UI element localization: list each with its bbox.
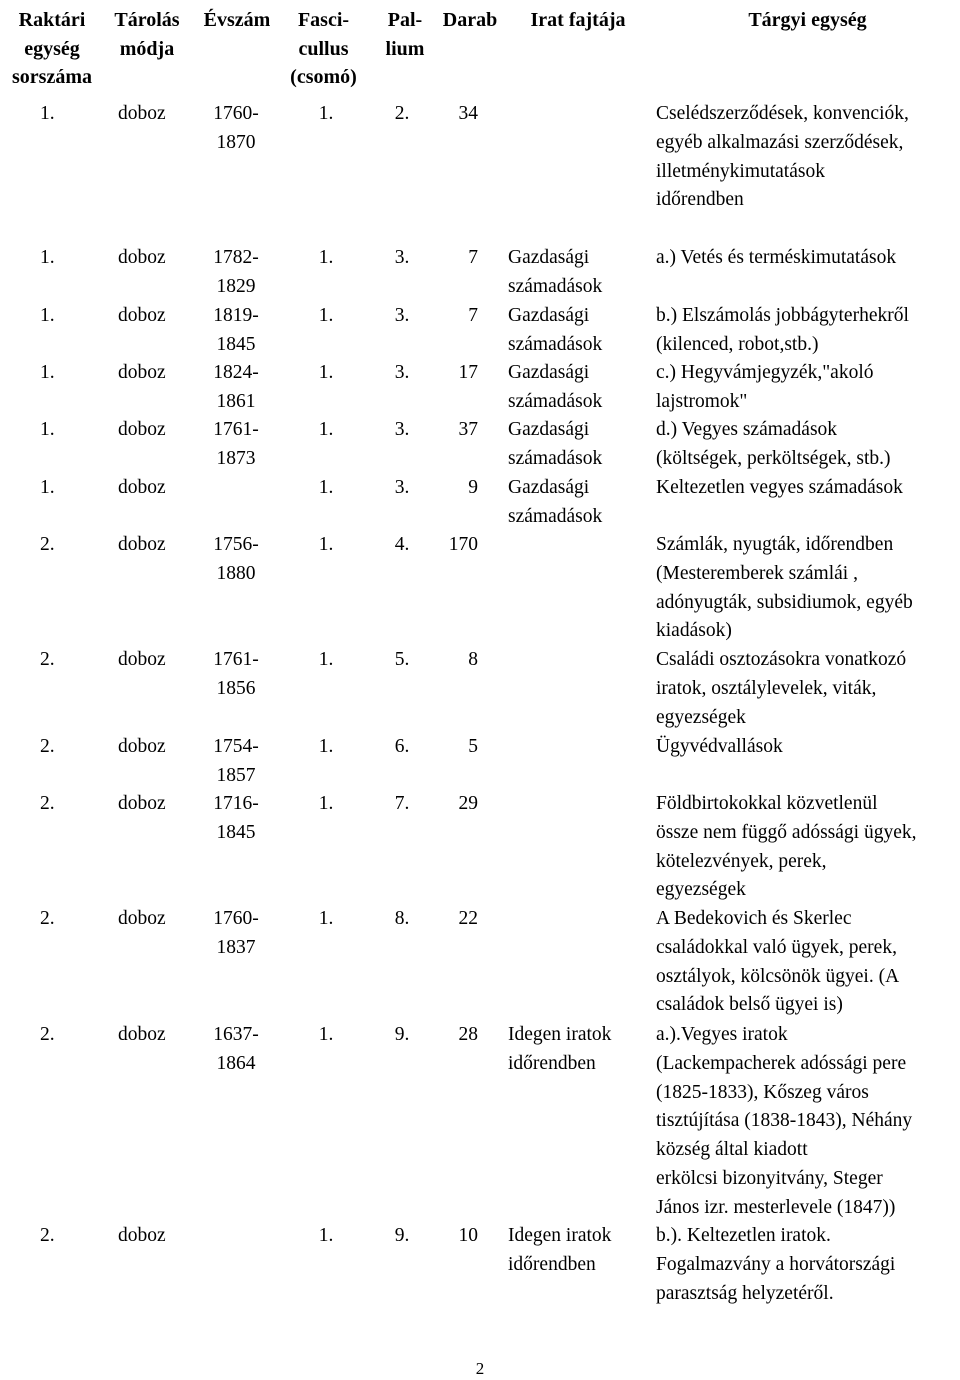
- cell-fasciculus: 1.: [318, 793, 334, 814]
- cell-darab: 5: [468, 736, 478, 757]
- cell-tarolas: doboz: [118, 362, 166, 383]
- cell-raktari: 1.: [40, 419, 55, 440]
- cell-fasciculus: 1.: [318, 247, 334, 268]
- header-raktari-egyseg-sorszama: Raktári egység sorszáma: [12, 9, 92, 88]
- cell-fasciculus: 1.: [318, 908, 334, 929]
- cell-evszam: 1756- 1880: [213, 534, 259, 584]
- cell-raktari: 2.: [40, 736, 55, 757]
- cell-targyi-egyseg: A Bedekovich és Skerlec családokkal való ügyek, perek, osztályok, kölcsönök ügyei. (A családok belső ügyei is): [656, 908, 900, 1016]
- cell-tarolas: doboz: [118, 793, 166, 814]
- cell-evszam: 1819- 1845: [213, 305, 259, 355]
- cell-darab: 29: [458, 793, 478, 814]
- cell-darab: 17: [458, 362, 478, 383]
- cell-irat-fajtaja: Gazdasági számadások: [508, 419, 603, 469]
- cell-pallium: 6.: [394, 736, 410, 757]
- cell-pallium: 2.: [394, 103, 410, 124]
- cell-raktari: 2.: [40, 649, 55, 670]
- cell-tarolas: doboz: [118, 305, 166, 326]
- cell-evszam: 1782- 1829: [213, 247, 259, 297]
- cell-fasciculus: 1.: [318, 362, 334, 383]
- cell-darab: 34: [458, 103, 478, 124]
- cell-evszam: 1754- 1857: [213, 736, 259, 786]
- cell-darab: 9: [468, 477, 478, 498]
- cell-evszam: 1760- 1837: [213, 908, 259, 958]
- cell-evszam: 1824- 1861: [213, 362, 259, 412]
- cell-fasciculus: 1.: [318, 649, 334, 670]
- cell-targyi-egyseg: Keltezetlen vegyes számadások: [656, 477, 903, 498]
- cell-evszam: 1761- 1856: [213, 649, 259, 699]
- cell-pallium: 5.: [394, 649, 410, 670]
- cell-darab: 7: [468, 247, 478, 268]
- cell-evszam: 1716- 1845: [213, 793, 259, 843]
- cell-irat-fajtaja: Idegen iratok időrendben: [508, 1225, 612, 1275]
- cell-darab: 37: [458, 419, 478, 440]
- header-targyi-egyseg: Tárgyi egység: [748, 9, 867, 31]
- cell-darab: 28: [458, 1024, 478, 1045]
- cell-pallium: 9.: [394, 1024, 410, 1045]
- cell-targyi-egyseg: a.).Vegyes iratok (Lackempacherek adóssági pere (1825-1833), Kőszeg város tisztújítása (1838-1843), Néhány község által kiadott erkölcsi bizonyitvány, Steger János izr. mesterlevele (1847)): [656, 1024, 913, 1218]
- cell-raktari: 2.: [40, 1024, 55, 1045]
- cell-pallium: 9.: [394, 1225, 410, 1246]
- cell-targyi-egyseg: Cselédszerződések, konvenciók, egyéb alkalmazási szerződések, illetménykimutatások időrendben: [656, 103, 909, 211]
- cell-tarolas: doboz: [118, 649, 166, 670]
- cell-pallium: 3.: [394, 419, 410, 440]
- cell-raktari: 2.: [40, 908, 55, 929]
- cell-raktari: 2.: [40, 534, 55, 555]
- cell-fasciculus: 1.: [318, 534, 334, 555]
- header-pallium: Pal- lium: [385, 9, 425, 60]
- cell-fasciculus: 1.: [318, 419, 334, 440]
- cell-targyi-egyseg: a.) Vetés és terméskimutatások: [656, 247, 897, 268]
- header-tarolas-modja: Tárolás módja: [114, 9, 180, 60]
- cell-raktari: 1.: [40, 103, 55, 124]
- cell-irat-fajtaja: Gazdasági számadások: [508, 305, 603, 355]
- cell-tarolas: doboz: [118, 419, 166, 440]
- cell-targyi-egyseg: b.) Elszámolás jobbágyterhekről (kilenced, robot,stb.): [656, 305, 909, 355]
- cell-tarolas: doboz: [118, 908, 166, 929]
- header-evszam: Évszám: [203, 9, 271, 31]
- cell-tarolas: doboz: [118, 1024, 166, 1045]
- cell-tarolas: doboz: [118, 534, 166, 555]
- cell-pallium: 8.: [394, 908, 410, 929]
- cell-fasciculus: 1.: [318, 1225, 334, 1246]
- cell-raktari: 2.: [40, 1225, 55, 1246]
- cell-tarolas: doboz: [118, 247, 166, 268]
- cell-targyi-egyseg: c.) Hegyvámjegyzék,"akoló lajstromok": [656, 362, 874, 412]
- cell-irat-fajtaja: Idegen iratok időrendben: [508, 1024, 612, 1074]
- cell-raktari: 1.: [40, 362, 55, 383]
- cell-raktari: 1.: [40, 477, 55, 498]
- cell-raktari: 2.: [40, 793, 55, 814]
- cell-tarolas: doboz: [118, 477, 166, 498]
- cell-darab: 22: [458, 908, 478, 929]
- cell-darab: 7: [468, 305, 478, 326]
- cell-targyi-egyseg: d.) Vegyes számadások (költségek, perköltségek, stb.): [656, 419, 891, 469]
- cell-targyi-egyseg: Földbirtokokkal közvetlenül össze nem függő adóssági ügyek, kötelezvények, perek, egyezségek: [656, 793, 917, 901]
- header-irat-fajtaja: Irat fajtája: [530, 9, 626, 31]
- cell-irat-fajtaja: Gazdasági számadások: [508, 247, 603, 297]
- cell-targyi-egyseg: Családi osztozásokra vonatkozó iratok, osztálylevelek, viták, egyezségek: [656, 649, 907, 728]
- cell-darab: 8: [468, 649, 478, 670]
- cell-irat-fajtaja: Gazdasági számadások: [508, 362, 603, 412]
- cell-pallium: 3.: [394, 477, 410, 498]
- cell-fasciculus: 1.: [318, 103, 334, 124]
- cell-pallium: 4.: [394, 534, 410, 555]
- cell-darab: 10: [458, 1225, 478, 1246]
- cell-pallium: 3.: [394, 362, 410, 383]
- cell-fasciculus: 1.: [318, 305, 334, 326]
- header-darab: Darab: [442, 9, 498, 31]
- cell-fasciculus: 1.: [318, 477, 334, 498]
- cell-targyi-egyseg: Ügyvédvallások: [656, 736, 783, 757]
- cell-evszam: 1637- 1864: [213, 1024, 259, 1074]
- cell-raktari: 1.: [40, 305, 55, 326]
- cell-raktari: 1.: [40, 247, 55, 268]
- cell-tarolas: doboz: [118, 1225, 166, 1246]
- page-number: 2: [475, 1359, 485, 1378]
- cell-fasciculus: 1.: [318, 736, 334, 757]
- cell-tarolas: doboz: [118, 736, 166, 757]
- cell-pallium: 7.: [394, 793, 410, 814]
- cell-fasciculus: 1.: [318, 1024, 334, 1045]
- cell-tarolas: doboz: [118, 103, 166, 124]
- cell-darab: 170: [448, 534, 478, 555]
- cell-evszam: 1761- 1873: [213, 419, 259, 469]
- cell-evszam: 1760- 1870: [213, 103, 259, 153]
- cell-targyi-egyseg: b.). Keltezetlen iratok. Fogalmazvány a horvátországi parasztság helyzetéről.: [656, 1225, 896, 1304]
- header-fasciculus: Fasci- cullus (csomó): [290, 9, 357, 88]
- cell-irat-fajtaja: Gazdasági számadások: [508, 477, 603, 527]
- cell-pallium: 3.: [394, 247, 410, 268]
- cell-pallium: 3.: [394, 305, 410, 326]
- cell-targyi-egyseg: Számlák, nyugták, időrendben (Mesteremberek számlái , adónyugták, subsidiumok, egyéb kiadások): [656, 534, 913, 642]
